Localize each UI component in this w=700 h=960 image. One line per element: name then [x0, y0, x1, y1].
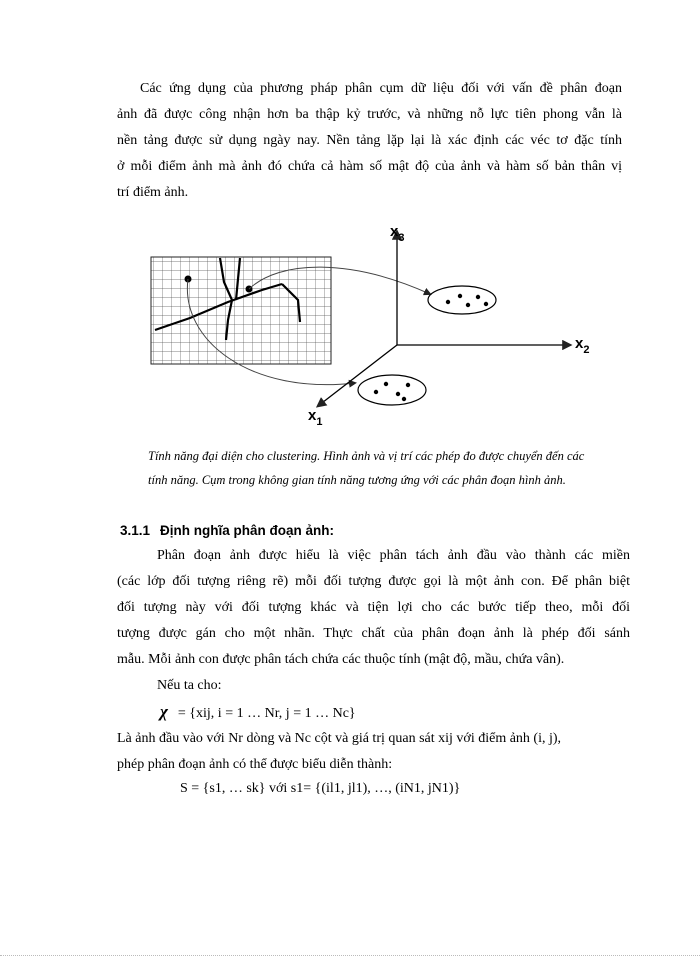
- formula-segmentation: [180, 781, 460, 797]
- axis-x3-label: $x_3$: [390, 223, 405, 244]
- intro-line-3: nền tảng được sử dụng ngày nay. Nền tảng lặp lại là xác định các véc tơ đặc tính: [117, 133, 622, 148]
- section-heading: [120, 523, 334, 538]
- cluster-lower: [358, 375, 426, 405]
- page-bottom-rule: [0, 955, 700, 956]
- formula-segmentation-text: S = {s1, … sk} với s1= {(il1, jl1), …, (iN1, jN1)}: [180, 781, 461, 796]
- definition-line-4: tượng được gán cho một nhãn. Thực chất của phân đoạn ảnh là phép đối sánh: [117, 626, 630, 641]
- section-number: 3.1.1: [120, 523, 151, 538]
- if-given-line: Nếu ta cho:: [157, 678, 222, 693]
- intro-line-4: ở mỗi điểm ảnh mà ảnh đó chứa cả hàm số mật độ của ảnh và hàm số bản thân vị: [117, 159, 622, 174]
- intro-line-2: ảnh đã được công nhận hơn ba thập kỷ trước, và những nỗ lực tiên phong vẫn là: [117, 107, 622, 122]
- intro-line-5: trí điểm ảnh.: [117, 185, 189, 200]
- caption-line-2: tính năng. Cụm trong không gian tính năng tương ứng với các phân đoạn hình ảnh.: [148, 473, 566, 487]
- intro-line-1: Các ứng dụng của phương pháp phân cụm dữ liệu đối với vấn đề phân đoạn: [140, 81, 622, 96]
- chi-symbol: χ: [160, 702, 168, 721]
- cluster-upper: [428, 286, 496, 314]
- formula-chi: [160, 702, 356, 722]
- definition-line-3: đối tượng này với đối tượng khác và tiện lợi cho các bước tiếp theo, mỗi đối: [117, 600, 630, 615]
- definition-paragraph: [117, 543, 630, 699]
- axis-x1-label: $x_1$: [308, 407, 323, 428]
- figure-caption: [148, 444, 643, 492]
- image-grid: [151, 257, 331, 364]
- feature-axes: [318, 232, 570, 406]
- definition-line-5: mẫu. Mỗi ảnh con được phân tách chứa các thuộc tính (mật độ, mầu, chứa vân).: [117, 652, 565, 667]
- formula-chi-text: = {xij, i = 1 … Nr, j = 1 … Nc}: [177, 706, 356, 721]
- definition-line-1: Phân đoạn ảnh được hiểu là việc phân tách ảnh đầu vào thành các miền: [157, 548, 630, 563]
- explain-paragraph: [117, 726, 630, 778]
- explain-line-1: Là ảnh đầu vào với Nr dòng và Nc cột và giá trị quan sát xij với điểm ảnh (i, j),: [117, 731, 562, 746]
- section-title: Định nghĩa phân đoạn ảnh:: [160, 523, 334, 538]
- definition-line-2: (các lớp đối tượng riêng rẽ) mỗi đối tượng được gọi là một ảnh con. Để phân biệt: [117, 574, 630, 589]
- axis-x2-label: $x_2$: [575, 335, 590, 356]
- explain-line-2: phép phân đoạn ảnh có thể được biểu diễn thành:: [117, 757, 393, 772]
- caption-line-1: Tính năng đại diện cho clustering. Hình ảnh và vị trí các phép đo được chuyển đến các: [148, 449, 585, 463]
